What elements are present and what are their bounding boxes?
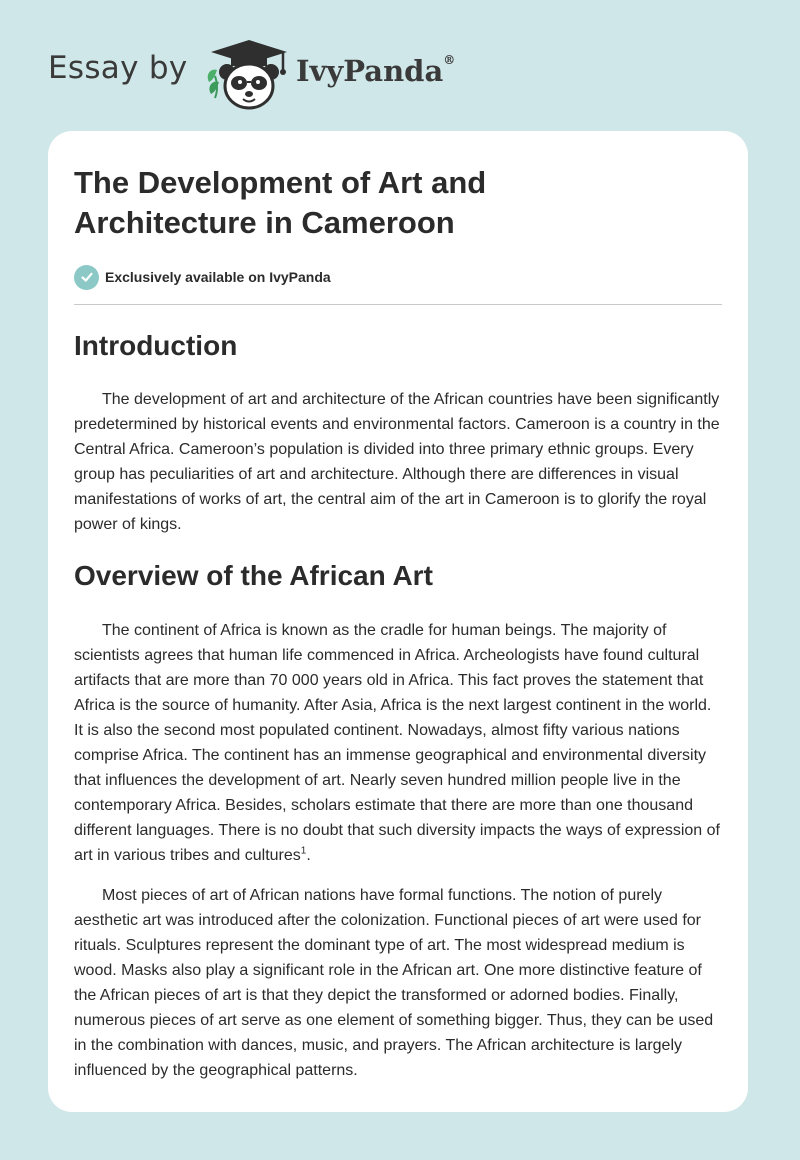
essay-by-label: Essay by [48, 50, 188, 86]
title-divider [74, 304, 722, 305]
site-header [48, 30, 748, 110]
footnote-tail: . [306, 847, 311, 864]
registered-mark: ® [443, 53, 456, 68]
overview-paragraph-2: Most pieces of art of African nations have formal functions. The notion of purely aesthetic art was introduced after the colonization. Functional pieces of art were used for rituals. Sculptures represent the dominant type of art. The most widespread medium is wood. Masks also play a significant role in the African art. One more distinctive feature of the African pieces of art is that they depict the transformed or adorned bodies. Finally, numerous pieces of art serve as one element of something bigger. Thus, they can be used in the combination with dances, music, and prayers. The African architecture is largely influenced by the geographical patterns. [74, 887, 714, 1079]
overview-paragraph-1 [74, 618, 722, 868]
section-heading-introduction: Introduction [74, 330, 238, 361]
introduction-paragraph: The development of art and architecture of the African countries have been significantly predetermined by historical events and environmental factors. Cameroon is a country in the Central Africa. Cameroon’s population is divided into three primary ethnic groups. Every group has peculiarities of art and architecture. Although there are differences in visual manifestations of works of art, the central aim of the art in Cameroon is to glorify the royal power of kings. [74, 391, 720, 533]
article-title: The Development of Art and Architecture in Cameroon [74, 165, 487, 240]
overview-paragraph-1-text: The continent of Africa is known as the cradle for human beings. The majority of scientists agrees that human life commenced in Africa. Archeologists have found cultural artifacts that are more than 70 000 years old in Africa. This fact proves the statement that Africa is the source of humanity. After Asia, Africa is the next largest continent in the world. It is also the second most populated continent. Nowadays, almost fifty various nations comprise Africa. The continent has an immense geographical and environmental diversity that influences the development of art. Nearly seven hundred million people live in the contemporary Africa. Besides, scholars estimate that there are more than one thousand different languages. There is no doubt that such diversity impacts the ways of expression of art in various tribes and cultures [74, 622, 720, 864]
footnote-reference[interactable]: 1 [300, 845, 307, 857]
checkmark-icon [74, 265, 99, 290]
section-heading-overview: Overview of the African Art [74, 560, 433, 591]
panda-graduate-logo-icon[interactable] [203, 36, 295, 112]
exclusive-badge [74, 264, 722, 290]
article-card [48, 131, 748, 1112]
brand-text: IvyPanda [296, 54, 444, 88]
brand-name[interactable] [296, 54, 455, 88]
exclusive-badge-text: Exclusively available on IvyPanda [105, 269, 331, 285]
